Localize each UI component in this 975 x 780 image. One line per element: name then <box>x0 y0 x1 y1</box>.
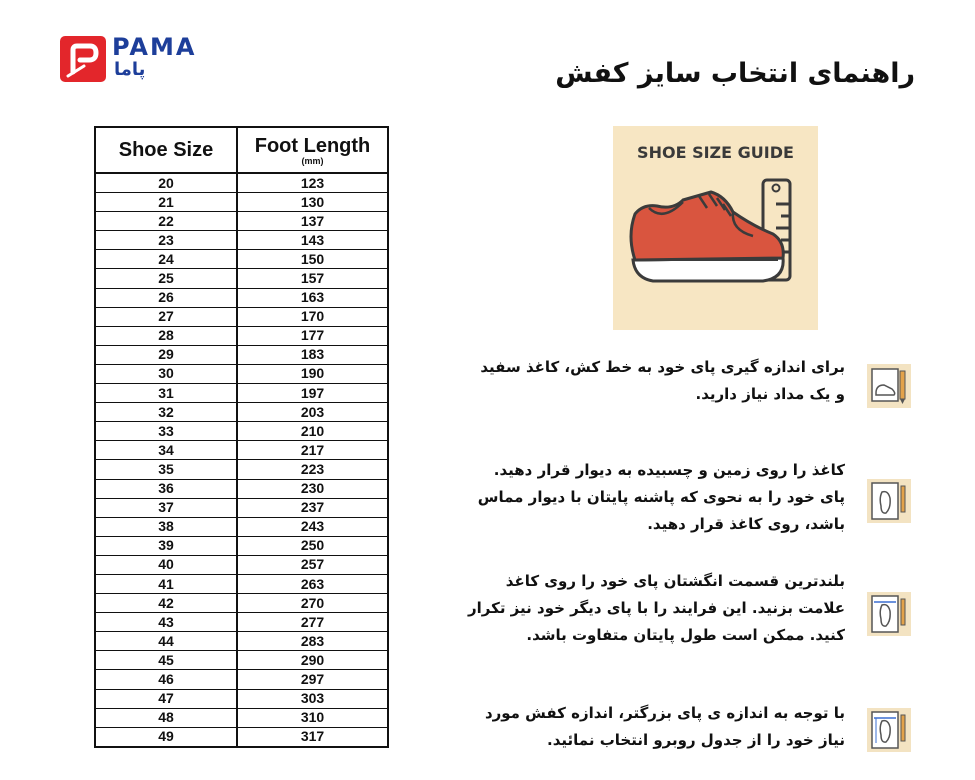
table-row <box>95 231 388 250</box>
page-title: راهنمای انتخاب سایز کفش <box>555 58 915 89</box>
shoe-size-cell: 31 <box>95 384 237 403</box>
shoe-size-cell: 49 <box>95 727 237 747</box>
shoe-size-cell: 30 <box>95 364 237 383</box>
table-row <box>95 212 388 231</box>
foot-length-cell: 190 <box>237 364 388 383</box>
foot-length-cell: 217 <box>237 441 388 460</box>
size-table <box>94 126 389 748</box>
table-row <box>95 708 388 727</box>
table-row <box>95 269 388 288</box>
logo-text-fa: پاما <box>114 59 146 80</box>
shoe-size-cell: 43 <box>95 613 237 632</box>
table-row <box>95 689 388 708</box>
shoe-size-guide-image <box>613 126 818 330</box>
shoe-size-cell: 24 <box>95 250 237 269</box>
shoe-size-cell: 32 <box>95 403 237 422</box>
table-row <box>95 574 388 593</box>
table-row <box>95 670 388 689</box>
table-row <box>95 517 388 536</box>
shoe-size-cell: 27 <box>95 307 237 326</box>
foot-length-cell: 170 <box>237 307 388 326</box>
table-row <box>95 345 388 364</box>
shoe-size-cell: 44 <box>95 632 237 651</box>
foot-length-cell: 230 <box>237 479 388 498</box>
step-4-text: با توجه به اندازه ی پای بزرگتر، اندازه کفش مورد نیاز خود را از جدول روبرو انتخاب نمائید. <box>484 704 845 749</box>
table-row <box>95 460 388 479</box>
foot-length-cell: 243 <box>237 517 388 536</box>
table-row <box>95 193 388 212</box>
table-row <box>95 173 388 193</box>
foot-length-cell: 197 <box>237 384 388 403</box>
guide-title: SHOE SIZE GUIDE <box>637 143 794 162</box>
table-row <box>95 403 388 422</box>
shoe-size-cell: 42 <box>95 594 237 613</box>
foot-length-cell: 123 <box>237 173 388 193</box>
header-shoe-size: Shoe Size <box>95 127 237 173</box>
table-header-row <box>95 127 388 173</box>
foot-length-cell: 143 <box>237 231 388 250</box>
foot-length-cell: 303 <box>237 689 388 708</box>
header-foot-length: Foot Length (mm) <box>237 127 388 173</box>
foot-length-cell: 177 <box>237 326 388 345</box>
table-row <box>95 250 388 269</box>
shoe-size-cell: 33 <box>95 422 237 441</box>
table-row <box>95 651 388 670</box>
foot-length-cell: 263 <box>237 574 388 593</box>
table-row <box>95 441 388 460</box>
foot-length-cell: 183 <box>237 345 388 364</box>
table-row <box>95 479 388 498</box>
table-row <box>95 727 388 747</box>
foot-length-cell: 203 <box>237 403 388 422</box>
foot-length-cell: 157 <box>237 269 388 288</box>
foot-length-cell: 297 <box>237 670 388 689</box>
footprint-mark-icon <box>866 591 912 637</box>
table-row <box>95 555 388 574</box>
shoe-size-cell: 23 <box>95 231 237 250</box>
shoe-size-cell: 45 <box>95 651 237 670</box>
shoe-size-cell: 47 <box>95 689 237 708</box>
shoe-size-cell: 21 <box>95 193 237 212</box>
shoe-size-cell: 39 <box>95 536 237 555</box>
foot-length-cell: 257 <box>237 555 388 574</box>
foot-length-cell: 150 <box>237 250 388 269</box>
table-row <box>95 326 388 345</box>
step-1-text: برای اندازه گیری پای خود به خط کش، کاغذ سفید و یک مداد نیاز دارید. <box>480 358 845 403</box>
table-row <box>95 632 388 651</box>
foot-length-cell: 223 <box>237 460 388 479</box>
shoe-size-cell: 25 <box>95 269 237 288</box>
foot-length-cell: 163 <box>237 288 388 307</box>
step-3-text: بلندترین قسمت انگشتان پای خود را روی کاغذ علامت بزنید. این فرایند را با پای دیگر خود نیز تکرار کنید. ممکن است طول پایتان متفاوت باشد. <box>468 572 845 644</box>
foot-length-cell: 283 <box>237 632 388 651</box>
foot-length-cell: 137 <box>237 212 388 231</box>
foot-length-cell: 310 <box>237 708 388 727</box>
footprint-paper-icon <box>866 478 912 524</box>
logo-mark-icon <box>60 36 106 82</box>
shoe-size-cell: 40 <box>95 555 237 574</box>
shoe-size-cell: 34 <box>95 441 237 460</box>
table-row <box>95 422 388 441</box>
table-body <box>95 173 388 747</box>
shoe-size-cell: 29 <box>95 345 237 364</box>
foot-length-cell: 210 <box>237 422 388 441</box>
shoe-size-cell: 36 <box>95 479 237 498</box>
header-unit: (mm) <box>301 155 324 166</box>
shoe-size-cell: 37 <box>95 498 237 517</box>
table-row <box>95 307 388 326</box>
foot-length-cell: 270 <box>237 594 388 613</box>
table-row <box>95 364 388 383</box>
table-row <box>95 384 388 403</box>
brand-logo <box>60 34 225 84</box>
foot-length-cell: 237 <box>237 498 388 517</box>
shoe-size-cell: 41 <box>95 574 237 593</box>
ruler-shoe-icon <box>866 363 912 409</box>
shoe-size-cell: 46 <box>95 670 237 689</box>
foot-length-cell: 290 <box>237 651 388 670</box>
table-row <box>95 498 388 517</box>
shoe-size-cell: 26 <box>95 288 237 307</box>
shoe-size-cell: 22 <box>95 212 237 231</box>
foot-length-cell: 130 <box>237 193 388 212</box>
footprint-measure-icon <box>866 707 912 753</box>
table-row <box>95 594 388 613</box>
foot-length-cell: 277 <box>237 613 388 632</box>
shoe-size-cell: 35 <box>95 460 237 479</box>
shoe-size-cell: 38 <box>95 517 237 536</box>
table-row <box>95 536 388 555</box>
table-row <box>95 613 388 632</box>
table-row <box>95 288 388 307</box>
logo-text-en: PAMA <box>112 33 197 61</box>
shoe-size-cell: 48 <box>95 708 237 727</box>
shoe-size-cell: 20 <box>95 173 237 193</box>
step-2-text: کاغذ را روی زمین و چسبیده به دیوار قرار دهید. پای خود را به نحوی که پاشنه پایتان با دیوار مماس باشد، روی کاغذ قرار دهید. <box>477 461 845 533</box>
foot-length-cell: 250 <box>237 536 388 555</box>
shoe-size-cell: 28 <box>95 326 237 345</box>
foot-length-cell: 317 <box>237 727 388 747</box>
